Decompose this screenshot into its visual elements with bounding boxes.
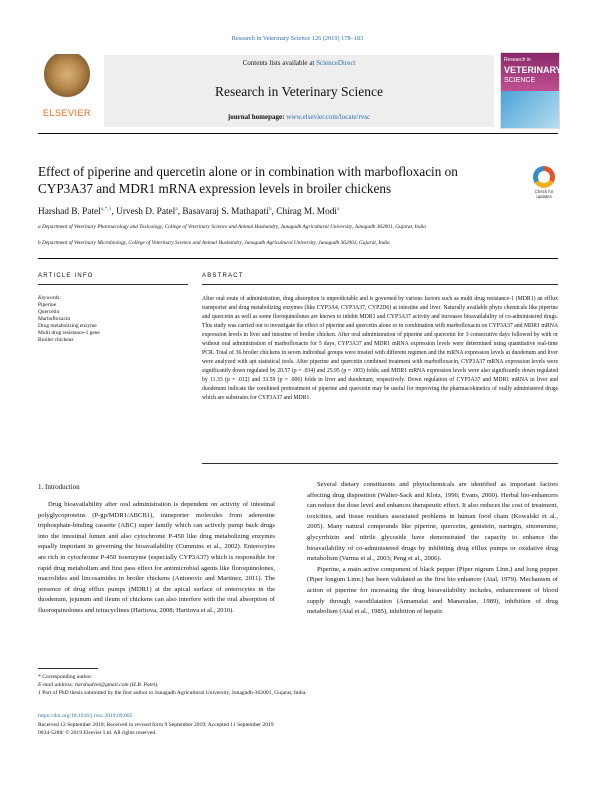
header-rule	[38, 133, 558, 134]
cover-line3: SCIENCE	[504, 77, 536, 84]
paragraph: Drug bioavailability after oral administration is dependent on activity of intestinal polyglycoproteins (P-gp/MDR1/ABCB1), transporter molecules from adenosine triphosphate-binding cassette (ABC) super family which can actively pump back drugs into the intestinal lumen and also cytochrome P-450 like drug metabolizing enzymes equally important in governing the bioavailability (Cummins et al., 2002). Enterocytes are rich in cytochrome P-450 isoenzyme (especially CYP3A37) which is responsible for rapid drug metabolism and first pass effect for antimicrobial agents like floroquinolones, macrolides and lincosamides in broiler chickens (Antonovic and Martinez, 2011). The presence of drug efflux pumps (MDR1) at the apical surface of enterocytes in the duodenum, jejunum and ileum of chickens can also interfere with the oral absorption of fluoroquinolones and tetracyclines (Haritova, 2008; Haritova et al., 2010).	[38, 501, 275, 614]
publisher-name: ELSEVIER	[42, 108, 92, 118]
abstract-text: After oral route of administration, drug absorption is unpredictable and is governed by various factors such as multi drug resistance-1 (MDR1) an efflux transporter and drug metabolizing enzymes (like CYP3A4, CYP3A37, CYP2D6) at intestine and liver. Naturally available phyto chemicals like piperine and quercetin as well as some floroquinolones are known to inhibit MDR1 and CYP3A37 activity and increases bioavailability of co-administered drugs. This study was carried out to investigate the effect of piperine and quercetin alone or in combination with marbofloxacin on CYP3A37 and MDR1 mRNA expression levels in liver and intestine of broiler chicken. After oral administration of piperine and quercetin for 3 consecutive days followed by with or without oral administration of marbofloxacin for 5 days, CYP3A37 and MDR1 mRNA expression levels were determined using quantitative real-time PCR. Total of 36 broiler chickens in seven individual groups were treated with different regimen and the mRNA expression levels at duodenum and liver were analyzed with apt statistical tools. After piperine and quercetin combined treatment with marbofloxacin, CYP3A37 mRNA expression levels were significantly down regulated by 20.57 (p = .034) and 25.95 (p = .003) folds; and MDR1 mRNA expression levels were also significantly down regulated by 11.33 (p = .012) and 33.59 (p = .006) folds in liver and duodenum, respectively. Down regulation of CYP3A37 and MDR1 mRNA in liver and duodenum indicate the combined pretreatment of piperine and quercetin may be useful for improving the pharmacokinetics of orally administered drugs which are substrates for CYP3A37 and MDR1.	[202, 296, 558, 401]
footnote-thesis: 1 Part of PhD thesis submitted by the first author to Junagadh Agricultural University, Junagadh-362001, Gujarat, India.	[38, 690, 307, 696]
author-name[interactable]: Basavaraj S. Mathapati	[182, 207, 269, 218]
doi-link[interactable]: https://doi.org/10.1016/j.rvsc.2019.09.005	[38, 713, 133, 719]
article-title: Effect of piperine and quercetin alone or in combination with marbofloxacin on CYP3A37 and MDR1 mRNA expression levels in broiler chickens	[38, 164, 458, 196]
keyword: Broiler chickens	[38, 337, 74, 343]
sciencedirect-link[interactable]: ScienceDirect	[316, 59, 356, 67]
abstract-end-rule	[202, 463, 558, 464]
journal-homepage: journal homepage: www.elsevier.com/locate/rvsc	[227, 113, 371, 121]
paragraph: Several dietary constituents and phytochemicals are identified as important factors affecting drug disposition (Walter-Sack and Klotz, 1996; Evans, 2000). Herbal bio-enhancers can reduce the dose level and enhances therapeutic effect. It also reduces the cost of treatment, toxicities, and tissue residues associated problems in human food chain (Kowalski et al., 2005). Many natural compounds like piperine, quercetin, genistein, naringin, sinomenine, glycyrrhizin and nitrile glycoside have demonstrated the capacity to enhance the bioavailability of co-administered drugs by inhibiting drug efflux pumps or oxidative drug metabolism (Varma et al., 2003; Peng et al., 2006).	[307, 481, 558, 563]
copyright: 0034-5288/ © 2019 Elsevier Ltd. All rights reserved.	[38, 730, 157, 737]
keywords-label: Keywords:	[38, 295, 62, 301]
elsevier-tree-icon	[44, 54, 90, 104]
keyword: Quercetin	[38, 309, 60, 315]
journal-citation[interactable]: Research in Veterinary Science 126 (2019) 178–183	[231, 35, 364, 42]
check-for-updates-badge[interactable]	[529, 166, 559, 202]
publication-info	[38, 712, 558, 738]
article-info-heading: ARTICLE INFO	[38, 273, 94, 279]
section-heading-introduction: 1. Introduction	[38, 483, 80, 491]
affiliation-rule	[38, 258, 558, 259]
elsevier-logo	[36, 52, 98, 122]
abstract-rule	[202, 284, 558, 285]
footnote-corresponding: * Corresponding author.	[38, 674, 93, 680]
check-updates-label: Check for updates	[534, 189, 554, 199]
keyword: Multi drug resistance-1 gene	[38, 330, 100, 336]
journal-cover-image	[500, 52, 560, 129]
keyword: Drug metabolizing enzyme	[38, 323, 97, 329]
left-column	[38, 500, 275, 617]
article-info-rule	[38, 284, 188, 285]
footnote-email[interactable]: E-mail address: harshadvet@gmail.com (H.B. Patel).	[38, 682, 159, 688]
author-list: Harshad B. Patel$^{a,*,1}$, Urvesh D. Patel$^a$, Basavaraj S. Mathapati$^b$, Chirag M. Modi$^a$	[38, 206, 340, 218]
author-name[interactable]: Chirag M. Modi	[276, 207, 337, 218]
homepage-link[interactable]: www.elsevier.com/locate/rvsc	[286, 113, 371, 121]
footnotes	[38, 673, 558, 697]
cover-line2: VETERINARY	[504, 65, 562, 75]
affiliation-b: b Department of Veterinary Microbiology, College of Veterinary Science and Animal Husbandry, Junagadh Agricultural University, Junagadh 362001, Gujarat, India	[38, 240, 390, 246]
author-name[interactable]: Urvesh D. Patel	[116, 207, 176, 218]
contents-line: Contents lists available at ScienceDirect	[242, 59, 356, 67]
keyword: Marbofloxacin	[38, 316, 71, 322]
right-column	[307, 480, 558, 618]
affiliation-a: a Department of Veterinary Pharmacology and Toxicology, College of Veterinary Science and Animal Husbandry, Junagadh Agricultural University, Junagadh 362001, Gujarat, India	[38, 224, 426, 230]
cover-line1: Research in	[504, 57, 531, 63]
author-name[interactable]: Harshad B. Patel	[38, 207, 101, 218]
journal-title: Research in Veterinary Science	[214, 84, 384, 99]
footnote-rule	[38, 668, 98, 669]
received-dates: Received 12 September 2018; Received in revised form 9 September 2019; Accepted 11 September 2019	[38, 721, 274, 728]
paragraph: Piperine, a main active component of black pepper (Piper nigrum Linn.) and long pepper (Piper longum Linn.) has been validated as the first bio enhancer (Atal, 1979). Mechanism of action of piperine for increasing the drug bioavailability includes, enhancement of blood supply through vasodilatation (Annamalai and Manavalan, 1989), inhibition of drug metabolism (Atal et al., 1985), inhibition of hepatic	[307, 565, 558, 616]
abstract-heading: ABSTRACT	[202, 273, 244, 279]
keyword: Piperine	[38, 302, 56, 308]
keywords-list	[38, 295, 178, 344]
